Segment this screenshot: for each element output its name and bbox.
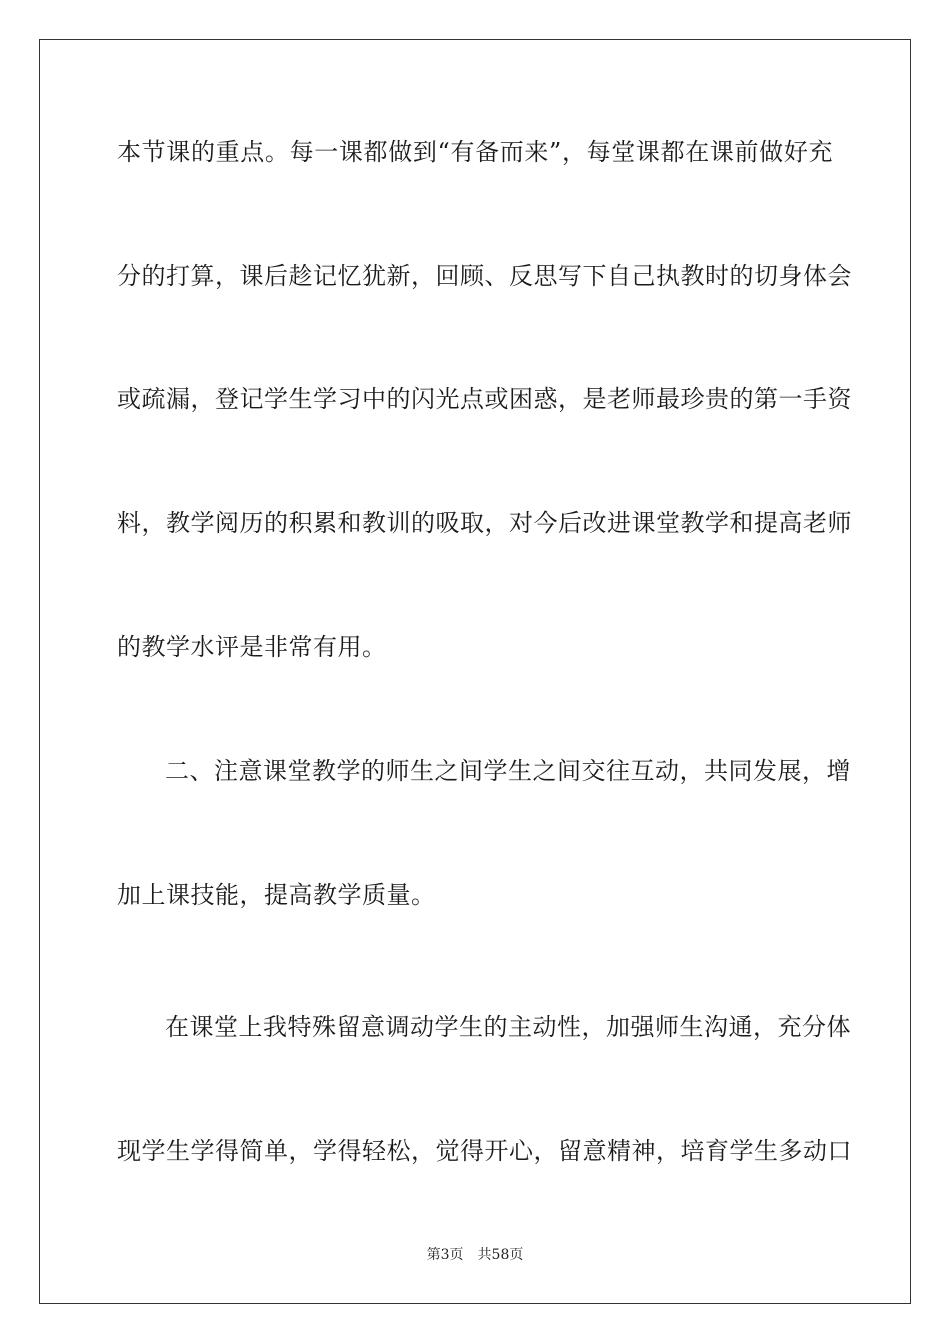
paragraph-line: 现学生学得简单，学得轻松，觉得开心，留意精神，培育学生多动口 xyxy=(117,1137,852,1165)
section-heading-line: 二、注意课堂教学的师生之间学生之间交往互动，共同发展，增 xyxy=(165,757,851,785)
page-border xyxy=(39,39,911,1304)
paragraph-line: 或疏漏，登记学生学习中的闪光点或困惑，是老师最珍贵的第一手资 xyxy=(117,385,852,413)
paragraph-line: 分的打算，课后趁记忆犹新，回顾、反思写下自己执教时的切身体会 xyxy=(117,262,852,290)
paragraph-line: 在课堂上我特殊留意调动学生的主动性，加强师生沟通，充分体 xyxy=(165,1013,851,1041)
paragraph-line: 的教学水评是非常有用。 xyxy=(117,633,387,661)
page-total: 共58页 xyxy=(477,1247,524,1263)
page-footer xyxy=(0,1246,950,1264)
section-heading-line: 加上课技能，提高教学质量。 xyxy=(117,881,436,909)
paragraph-line: 本节课的重点。每一课都做到“有备而来”，每堂课都在课前做好充 xyxy=(117,138,833,166)
paragraph-line: 料，教学阅历的积累和教训的吸取，对今后改进课堂教学和提高老师 xyxy=(117,509,852,537)
page-number: 第3页 xyxy=(426,1247,464,1263)
